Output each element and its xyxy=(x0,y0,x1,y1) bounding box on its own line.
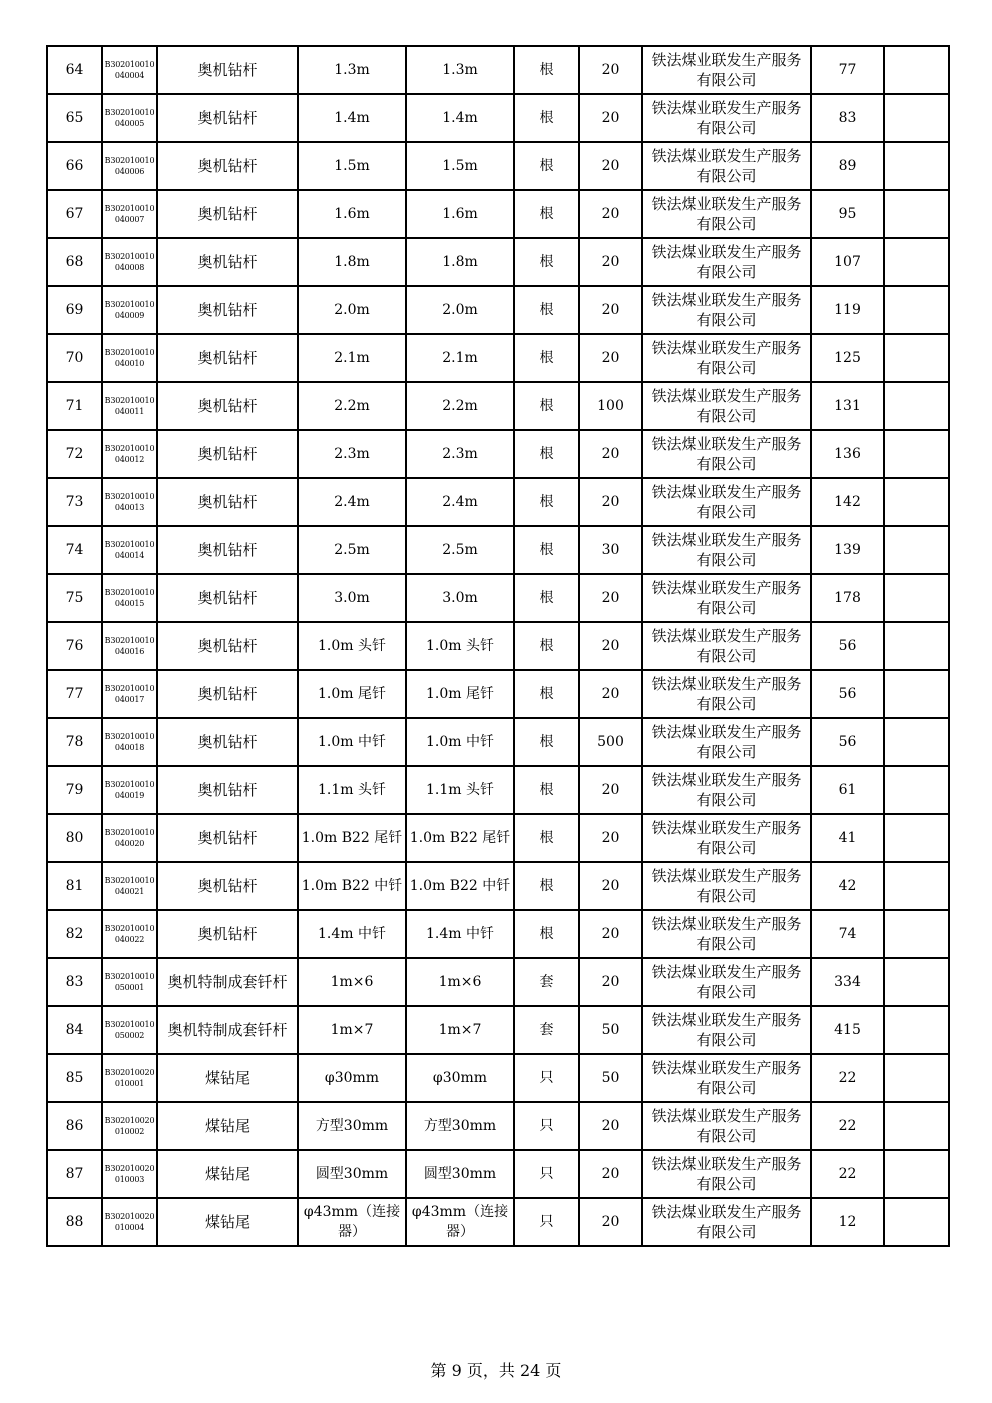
quantity-cell: 20 xyxy=(579,574,642,622)
quantity-cell: 20 xyxy=(579,334,642,382)
unit-cell: 根 xyxy=(514,334,579,382)
specification-cell: 2.3m xyxy=(298,430,406,478)
unit-price-cell: 56 xyxy=(811,622,884,670)
material-code-cell: B302010010040012 xyxy=(102,430,157,478)
unit-cell: 根 xyxy=(514,766,579,814)
quantity-cell: 20 xyxy=(579,670,642,718)
specification-cell: φ30mm xyxy=(298,1054,406,1102)
row-number-cell: 75 xyxy=(47,574,102,622)
remark-cell xyxy=(884,1150,949,1198)
material-name-cell: 奥机钻杆 xyxy=(157,430,298,478)
table-row xyxy=(47,382,949,430)
specification-cell: 圆型30mm xyxy=(298,1150,406,1198)
unit-cell: 根 xyxy=(514,670,579,718)
material-code-cell: B302010020010001 xyxy=(102,1054,157,1102)
remark-cell xyxy=(884,958,949,1006)
unit-price-cell: 139 xyxy=(811,526,884,574)
material-code-cell: B302010010040016 xyxy=(102,622,157,670)
table-row xyxy=(47,526,949,574)
row-number-cell: 77 xyxy=(47,670,102,718)
supplier-cell: 铁法煤业联发生产服务有限公司 xyxy=(642,526,811,574)
specification-cell: 1.6m xyxy=(298,190,406,238)
unit-cell: 根 xyxy=(514,94,579,142)
unit-price-cell: 41 xyxy=(811,814,884,862)
specification-cell: 2.5m xyxy=(298,526,406,574)
unit-cell: 根 xyxy=(514,910,579,958)
model-cell: φ30mm xyxy=(406,1054,514,1102)
specification-cell: 1m×7 xyxy=(298,1006,406,1054)
table-row xyxy=(47,910,949,958)
unit-price-cell: 125 xyxy=(811,334,884,382)
unit-cell: 根 xyxy=(514,526,579,574)
material-name-cell: 煤钻尾 xyxy=(157,1102,298,1150)
model-cell: 2.2m xyxy=(406,382,514,430)
material-code-cell: B302010010040010 xyxy=(102,334,157,382)
model-cell: 1.5m xyxy=(406,142,514,190)
table-row xyxy=(47,1006,949,1054)
row-number-cell: 83 xyxy=(47,958,102,1006)
unit-cell: 根 xyxy=(514,718,579,766)
unit-price-cell: 77 xyxy=(811,46,884,94)
material-code-cell: B302010010040017 xyxy=(102,670,157,718)
model-cell: 1.4m xyxy=(406,94,514,142)
table-row xyxy=(47,478,949,526)
row-number-cell: 80 xyxy=(47,814,102,862)
material-code-cell: B302010020010004 xyxy=(102,1198,157,1246)
unit-price-cell: 334 xyxy=(811,958,884,1006)
unit-price-cell: 61 xyxy=(811,766,884,814)
unit-cell: 根 xyxy=(514,574,579,622)
remark-cell xyxy=(884,142,949,190)
remark-cell xyxy=(884,286,949,334)
quantity-cell: 500 xyxy=(579,718,642,766)
remark-cell xyxy=(884,94,949,142)
table-row xyxy=(47,1102,949,1150)
unit-cell: 根 xyxy=(514,142,579,190)
supplier-cell: 铁法煤业联发生产服务有限公司 xyxy=(642,814,811,862)
table-row xyxy=(47,1054,949,1102)
unit-cell: 根 xyxy=(514,190,579,238)
table-row xyxy=(47,958,949,1006)
unit-price-cell: 56 xyxy=(811,670,884,718)
material-code-cell: B302010010040009 xyxy=(102,286,157,334)
row-number-cell: 74 xyxy=(47,526,102,574)
row-number-cell: 84 xyxy=(47,1006,102,1054)
material-name-cell: 奥机钻杆 xyxy=(157,670,298,718)
material-code-cell: B302010010040011 xyxy=(102,382,157,430)
unit-cell: 根 xyxy=(514,46,579,94)
supplier-cell: 铁法煤业联发生产服务有限公司 xyxy=(642,1054,811,1102)
specification-cell: 1.0m 头钎 xyxy=(298,622,406,670)
row-number-cell: 86 xyxy=(47,1102,102,1150)
unit-cell: 根 xyxy=(514,814,579,862)
specification-cell: 1.4m xyxy=(298,94,406,142)
unit-price-cell: 142 xyxy=(811,478,884,526)
remark-cell xyxy=(884,46,949,94)
unit-cell: 只 xyxy=(514,1102,579,1150)
material-name-cell: 奥机钻杆 xyxy=(157,478,298,526)
material-name-cell: 奥机钻杆 xyxy=(157,718,298,766)
supplier-cell: 铁法煤业联发生产服务有限公司 xyxy=(642,1102,811,1150)
supplier-cell: 铁法煤业联发生产服务有限公司 xyxy=(642,94,811,142)
remark-cell xyxy=(884,190,949,238)
specification-cell: φ43mm（连接器） xyxy=(298,1198,406,1246)
remark-cell xyxy=(884,382,949,430)
remark-cell xyxy=(884,670,949,718)
supplier-cell: 铁法煤业联发生产服务有限公司 xyxy=(642,334,811,382)
model-cell: 3.0m xyxy=(406,574,514,622)
specification-cell: 2.2m xyxy=(298,382,406,430)
table-body xyxy=(47,46,949,1246)
unit-price-cell: 131 xyxy=(811,382,884,430)
supplier-cell: 铁法煤业联发生产服务有限公司 xyxy=(642,718,811,766)
supplier-cell: 铁法煤业联发生产服务有限公司 xyxy=(642,286,811,334)
material-name-cell: 奥机钻杆 xyxy=(157,286,298,334)
supplier-cell: 铁法煤业联发生产服务有限公司 xyxy=(642,382,811,430)
quantity-cell: 20 xyxy=(579,862,642,910)
quantity-cell: 50 xyxy=(579,1006,642,1054)
row-number-cell: 73 xyxy=(47,478,102,526)
price-table-container xyxy=(46,45,948,1247)
quantity-cell: 20 xyxy=(579,1150,642,1198)
table-row xyxy=(47,430,949,478)
material-name-cell: 奥机钻杆 xyxy=(157,238,298,286)
supplier-cell: 铁法煤业联发生产服务有限公司 xyxy=(642,670,811,718)
unit-price-cell: 95 xyxy=(811,190,884,238)
row-number-cell: 68 xyxy=(47,238,102,286)
quantity-cell: 50 xyxy=(579,1054,642,1102)
row-number-cell: 69 xyxy=(47,286,102,334)
material-code-cell: B302010010050001 xyxy=(102,958,157,1006)
unit-price-cell: 12 xyxy=(811,1198,884,1246)
supplier-cell: 铁法煤业联发生产服务有限公司 xyxy=(642,190,811,238)
supplier-cell: 铁法煤业联发生产服务有限公司 xyxy=(642,430,811,478)
specification-cell: 1.4m 中钎 xyxy=(298,910,406,958)
unit-price-cell: 56 xyxy=(811,718,884,766)
model-cell: φ43mm（连接器） xyxy=(406,1198,514,1246)
specification-cell: 方型30mm xyxy=(298,1102,406,1150)
row-number-cell: 76 xyxy=(47,622,102,670)
unit-price-cell: 136 xyxy=(811,430,884,478)
specification-cell: 1.1m 头钎 xyxy=(298,766,406,814)
unit-price-cell: 415 xyxy=(811,1006,884,1054)
table-row xyxy=(47,238,949,286)
specification-cell: 1.0m B22 中钎 xyxy=(298,862,406,910)
unit-price-cell: 89 xyxy=(811,142,884,190)
model-cell: 1.3m xyxy=(406,46,514,94)
quantity-cell: 20 xyxy=(579,814,642,862)
supplier-cell: 铁法煤业联发生产服务有限公司 xyxy=(642,622,811,670)
model-cell: 圆型30mm xyxy=(406,1150,514,1198)
table-row xyxy=(47,1198,949,1246)
row-number-cell: 72 xyxy=(47,430,102,478)
table-row xyxy=(47,670,949,718)
quantity-cell: 20 xyxy=(579,238,642,286)
model-cell: 2.3m xyxy=(406,430,514,478)
unit-price-cell: 178 xyxy=(811,574,884,622)
specification-cell: 3.0m xyxy=(298,574,406,622)
remark-cell xyxy=(884,478,949,526)
model-cell: 1.8m xyxy=(406,238,514,286)
model-cell: 2.4m xyxy=(406,478,514,526)
table-row xyxy=(47,814,949,862)
supplier-cell: 铁法煤业联发生产服务有限公司 xyxy=(642,478,811,526)
model-cell: 2.5m xyxy=(406,526,514,574)
remark-cell xyxy=(884,1006,949,1054)
row-number-cell: 64 xyxy=(47,46,102,94)
unit-cell: 只 xyxy=(514,1054,579,1102)
model-cell: 2.0m xyxy=(406,286,514,334)
table-row xyxy=(47,286,949,334)
material-code-cell: B302010010040004 xyxy=(102,46,157,94)
supplier-cell: 铁法煤业联发生产服务有限公司 xyxy=(642,46,811,94)
material-code-cell: B302010010040019 xyxy=(102,766,157,814)
row-number-cell: 88 xyxy=(47,1198,102,1246)
specification-cell: 1m×6 xyxy=(298,958,406,1006)
quantity-cell: 20 xyxy=(579,430,642,478)
material-name-cell: 奥机钻杆 xyxy=(157,622,298,670)
model-cell: 1m×6 xyxy=(406,958,514,1006)
quantity-cell: 20 xyxy=(579,910,642,958)
unit-cell: 根 xyxy=(514,622,579,670)
quantity-cell: 20 xyxy=(579,1198,642,1246)
remark-cell xyxy=(884,238,949,286)
row-number-cell: 81 xyxy=(47,862,102,910)
remark-cell xyxy=(884,574,949,622)
material-name-cell: 奥机钻杆 xyxy=(157,46,298,94)
page-footer: 第 9 页，共 24 页 xyxy=(430,1361,562,1380)
material-name-cell: 奥机钻杆 xyxy=(157,766,298,814)
specification-cell: 2.1m xyxy=(298,334,406,382)
remark-cell xyxy=(884,910,949,958)
specification-cell: 1.8m xyxy=(298,238,406,286)
material-code-cell: B302010010040015 xyxy=(102,574,157,622)
remark-cell xyxy=(884,1198,949,1246)
unit-cell: 根 xyxy=(514,382,579,430)
material-name-cell: 奥机钻杆 xyxy=(157,814,298,862)
model-cell: 1.6m xyxy=(406,190,514,238)
quantity-cell: 20 xyxy=(579,622,642,670)
quantity-cell: 20 xyxy=(579,478,642,526)
material-code-cell: B302010010040018 xyxy=(102,718,157,766)
remark-cell xyxy=(884,430,949,478)
material-code-cell: B302010010040013 xyxy=(102,478,157,526)
model-cell: 1.0m 尾钎 xyxy=(406,670,514,718)
table-row xyxy=(47,46,949,94)
unit-cell: 只 xyxy=(514,1150,579,1198)
material-code-cell: B302010020010002 xyxy=(102,1102,157,1150)
model-cell: 2.1m xyxy=(406,334,514,382)
specification-cell: 1.0m 尾钎 xyxy=(298,670,406,718)
quantity-cell: 20 xyxy=(579,46,642,94)
supplier-cell: 铁法煤业联发生产服务有限公司 xyxy=(642,238,811,286)
material-name-cell: 奥机特制成套钎杆 xyxy=(157,958,298,1006)
table-row xyxy=(47,142,949,190)
specification-cell: 1.0m B22 尾钎 xyxy=(298,814,406,862)
specification-cell: 1.3m xyxy=(298,46,406,94)
table-row xyxy=(47,718,949,766)
table-row xyxy=(47,622,949,670)
material-code-cell: B302010010040006 xyxy=(102,142,157,190)
unit-price-cell: 22 xyxy=(811,1054,884,1102)
supplier-cell: 铁法煤业联发生产服务有限公司 xyxy=(642,862,811,910)
model-cell: 1.0m B22 中钎 xyxy=(406,862,514,910)
unit-cell: 套 xyxy=(514,958,579,1006)
specification-cell: 2.0m xyxy=(298,286,406,334)
unit-price-cell: 83 xyxy=(811,94,884,142)
supplier-cell: 铁法煤业联发生产服务有限公司 xyxy=(642,958,811,1006)
material-code-cell: B302010010040022 xyxy=(102,910,157,958)
row-number-cell: 82 xyxy=(47,910,102,958)
supplier-cell: 铁法煤业联发生产服务有限公司 xyxy=(642,1150,811,1198)
material-name-cell: 奥机钻杆 xyxy=(157,94,298,142)
remark-cell xyxy=(884,622,949,670)
material-name-cell: 煤钻尾 xyxy=(157,1198,298,1246)
material-name-cell: 煤钻尾 xyxy=(157,1150,298,1198)
material-code-cell: B302010010040005 xyxy=(102,94,157,142)
unit-cell: 根 xyxy=(514,430,579,478)
supplier-cell: 铁法煤业联发生产服务有限公司 xyxy=(642,910,811,958)
model-cell: 1.0m B22 尾钎 xyxy=(406,814,514,862)
remark-cell xyxy=(884,718,949,766)
unit-price-cell: 119 xyxy=(811,286,884,334)
model-cell: 方型30mm xyxy=(406,1102,514,1150)
remark-cell xyxy=(884,814,949,862)
material-name-cell: 奥机钻杆 xyxy=(157,574,298,622)
remark-cell xyxy=(884,334,949,382)
table-row xyxy=(47,766,949,814)
quantity-cell: 20 xyxy=(579,94,642,142)
specification-cell: 1.0m 中钎 xyxy=(298,718,406,766)
row-number-cell: 67 xyxy=(47,190,102,238)
table-row xyxy=(47,334,949,382)
unit-cell: 只 xyxy=(514,1198,579,1246)
material-name-cell: 奥机钻杆 xyxy=(157,862,298,910)
material-code-cell: B302010010040020 xyxy=(102,814,157,862)
material-name-cell: 煤钻尾 xyxy=(157,1054,298,1102)
supplier-cell: 铁法煤业联发生产服务有限公司 xyxy=(642,766,811,814)
material-code-cell: B302010010040007 xyxy=(102,190,157,238)
material-name-cell: 奥机钻杆 xyxy=(157,910,298,958)
row-number-cell: 79 xyxy=(47,766,102,814)
model-cell: 1.1m 头钎 xyxy=(406,766,514,814)
quantity-cell: 20 xyxy=(579,766,642,814)
remark-cell xyxy=(884,766,949,814)
material-code-cell: B302010010040014 xyxy=(102,526,157,574)
unit-price-cell: 22 xyxy=(811,1102,884,1150)
quantity-cell: 20 xyxy=(579,142,642,190)
specification-cell: 1.5m xyxy=(298,142,406,190)
supplier-cell: 铁法煤业联发生产服务有限公司 xyxy=(642,1006,811,1054)
table-row xyxy=(47,574,949,622)
material-code-cell: B302010010040021 xyxy=(102,862,157,910)
quantity-cell: 20 xyxy=(579,1102,642,1150)
row-number-cell: 70 xyxy=(47,334,102,382)
unit-cell: 根 xyxy=(514,862,579,910)
model-cell: 1.0m 中钎 xyxy=(406,718,514,766)
specification-cell: 2.4m xyxy=(298,478,406,526)
quantity-cell: 20 xyxy=(579,286,642,334)
supplier-cell: 铁法煤业联发生产服务有限公司 xyxy=(642,574,811,622)
quantity-cell: 100 xyxy=(579,382,642,430)
row-number-cell: 71 xyxy=(47,382,102,430)
remark-cell xyxy=(884,1054,949,1102)
model-cell: 1.4m 中钎 xyxy=(406,910,514,958)
supplier-cell: 铁法煤业联发生产服务有限公司 xyxy=(642,142,811,190)
material-code-cell: B302010020010003 xyxy=(102,1150,157,1198)
model-cell: 1.0m 头钎 xyxy=(406,622,514,670)
table-row xyxy=(47,862,949,910)
table-row xyxy=(47,94,949,142)
row-number-cell: 87 xyxy=(47,1150,102,1198)
quantity-cell: 20 xyxy=(579,190,642,238)
material-name-cell: 奥机钻杆 xyxy=(157,526,298,574)
table-row xyxy=(47,1150,949,1198)
table-row xyxy=(47,190,949,238)
remark-cell xyxy=(884,1102,949,1150)
supplier-cell: 铁法煤业联发生产服务有限公司 xyxy=(642,1198,811,1246)
material-name-cell: 奥机钻杆 xyxy=(157,142,298,190)
unit-price-cell: 22 xyxy=(811,1150,884,1198)
material-code-cell: B302010010040008 xyxy=(102,238,157,286)
unit-price-cell: 107 xyxy=(811,238,884,286)
quantity-cell: 30 xyxy=(579,526,642,574)
material-name-cell: 奥机钻杆 xyxy=(157,334,298,382)
unit-cell: 根 xyxy=(514,286,579,334)
row-number-cell: 65 xyxy=(47,94,102,142)
remark-cell xyxy=(884,862,949,910)
unit-cell: 根 xyxy=(514,478,579,526)
material-name-cell: 奥机钻杆 xyxy=(157,382,298,430)
unit-price-cell: 42 xyxy=(811,862,884,910)
remark-cell xyxy=(884,526,949,574)
price-table xyxy=(46,45,950,1247)
model-cell: 1m×7 xyxy=(406,1006,514,1054)
unit-cell: 根 xyxy=(514,238,579,286)
material-name-cell: 奥机特制成套钎杆 xyxy=(157,1006,298,1054)
quantity-cell: 20 xyxy=(579,958,642,1006)
unit-price-cell: 74 xyxy=(811,910,884,958)
material-name-cell: 奥机钻杆 xyxy=(157,190,298,238)
row-number-cell: 78 xyxy=(47,718,102,766)
row-number-cell: 66 xyxy=(47,142,102,190)
row-number-cell: 85 xyxy=(47,1054,102,1102)
unit-cell: 套 xyxy=(514,1006,579,1054)
material-code-cell: B302010010050002 xyxy=(102,1006,157,1054)
